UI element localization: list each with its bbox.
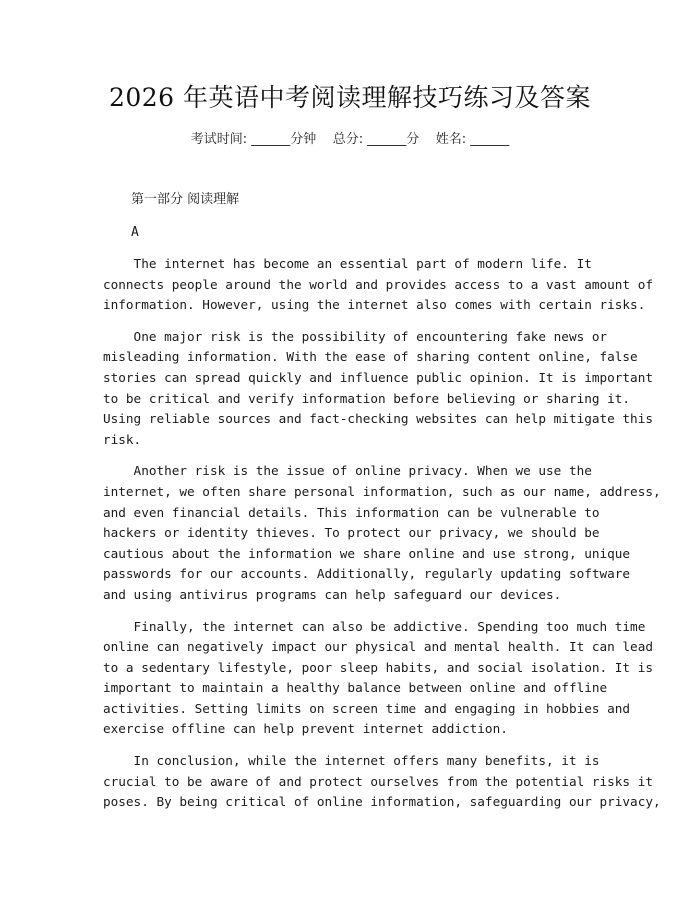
paragraph: One major risk is the possibility of encountering fake news or misleading information. With the ease of sharing content online, false stories can spread quickly and influence public opinion. It is important to be critical and verify information before believing or sharing it. Using reliable sources and fact-checking websites can help mitigate this risk. xyxy=(103,328,653,447)
paragraph: The internet has become an essential part of modern life. It connects people around the world and provides access to a vast amount of information. However, using the internet also comes with certain risks. xyxy=(103,256,653,313)
paragraph: In conclusion, while the internet offers many benefits, it is crucial to be aware of and protect ourselves from the potential risks it poses. By being critical of online information, safeguarding our privacy, xyxy=(103,753,661,810)
paragraph: Finally, the internet can also be addictive. Spending too much time online can negatively impact our physical and mental health. It can lead to a sedentary lifestyle, poor sleep habits, and social isolation. It is important to maintain a healthy balance between online and offline activities. Setting limits on screen time and engaging in hobbies and exercise offline can help prevent internet addiction. xyxy=(103,618,653,737)
document-title: 2026 年英语中考阅读理解技巧练习及答案 xyxy=(108,83,592,112)
passage-letter: A xyxy=(131,225,139,240)
paragraph: Another risk is the issue of online privacy. When we use the internet, we often share personal information, such as our name, address, and even financial details. This information can be vulnerable to hackers or identity thieves. To protect our privacy, we should be cautious about the information we share online and use strong, unique passwords for our accounts. Additionally, regularly updating software and using antivirus programs can help safeguard our devices. xyxy=(103,463,661,602)
section-heading: 第一部分 阅读理解 xyxy=(131,192,240,207)
exam-info-line: 考试时间: ______分钟 总分: ______分 姓名: ______ xyxy=(190,132,510,147)
passage-body xyxy=(103,254,661,824)
